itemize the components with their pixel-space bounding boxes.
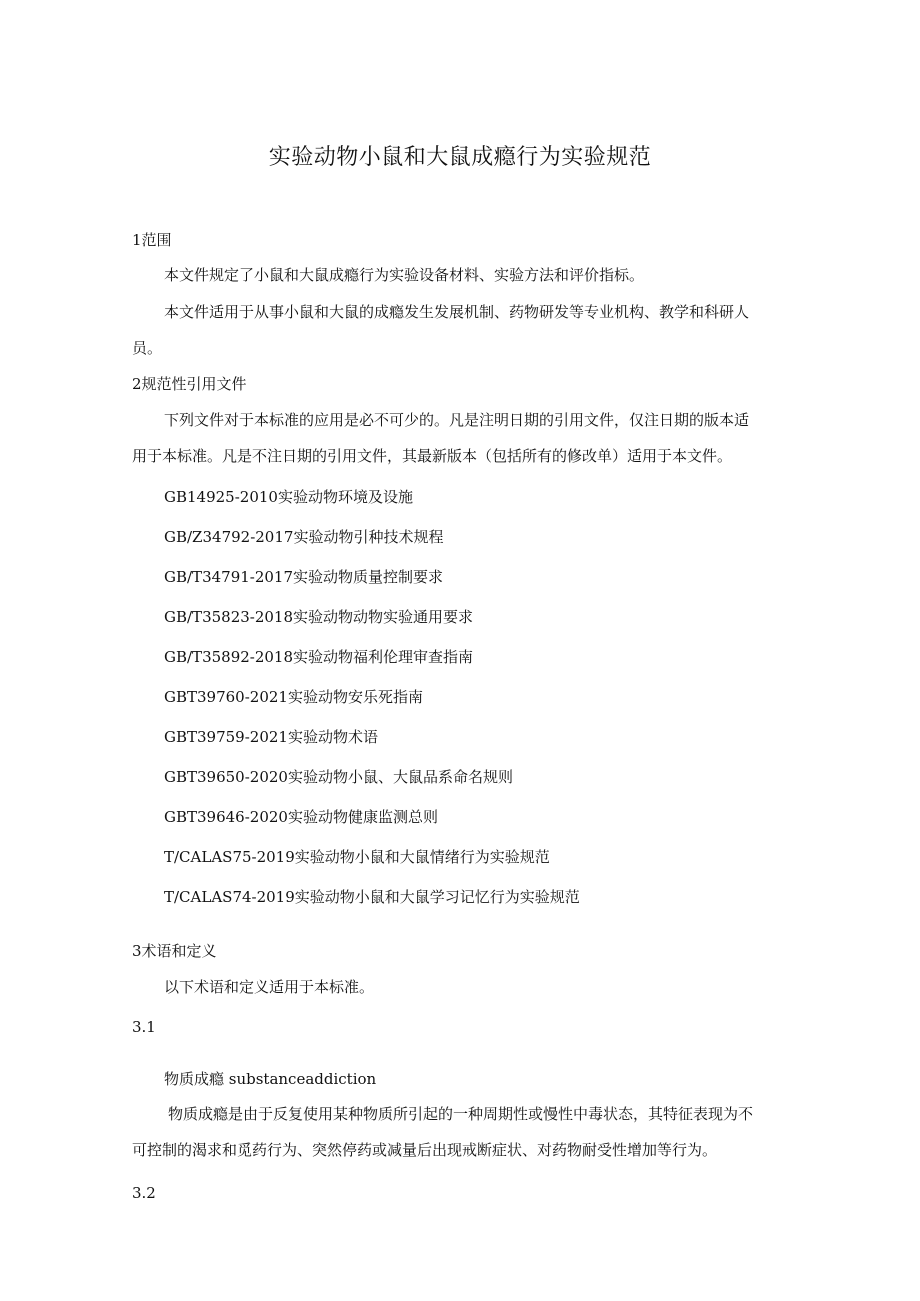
normative-paragraph-line-2: 用于本标准。凡是不注日期的引用文件，其最新版本（包括所有的修改单）适用于本文件。	[132, 447, 733, 465]
scope-paragraph-1: 本文件规定了小鼠和大鼠成瘾行为实验设备材料、实验方法和评价指标。	[164, 266, 645, 284]
term-3-1-name: 物质成瘾 substanceaddiction	[164, 1070, 377, 1088]
reference-item: GBT39646-2020实验动物健康监测总则	[164, 808, 438, 826]
reference-item: GB/T34791-2017实验动物质量控制要求	[164, 568, 444, 586]
document-title: 实验动物小鼠和大鼠成瘾行为实验规范	[268, 145, 652, 170]
reference-item: GB/Z34792-2017实验动物引种技术规程	[164, 528, 444, 546]
section-2-heading: 2规范性引用文件	[132, 375, 247, 393]
reference-item: GBT39650-2020实验动物小鼠、大鼠品系命名规则	[164, 768, 513, 786]
terms-intro: 以下术语和定义适用于本标准。	[164, 978, 375, 996]
reference-item: T/CALAS75-2019实验动物小鼠和大鼠情绪行为实验规范	[164, 848, 550, 866]
term-3-2-number: 3.2	[132, 1184, 156, 1202]
reference-item: GB/T35823-2018实验动物动物实验通用要求	[164, 608, 474, 626]
reference-item: GBT39760-2021实验动物安乐死指南	[164, 688, 423, 706]
reference-item: T/CALAS74-2019实验动物小鼠和大鼠学习记忆行为实验规范	[164, 888, 580, 906]
term-3-1-definition-line-1: 物质成瘾是由于反复使用某种物质所引起的一种周期性或慢性中毒状态，其特征表现为不	[168, 1105, 754, 1123]
term-3-1-definition-line-2: 可控制的渴求和觅药行为、突然停药或减量后出现戒断症状、对药物耐受性增加等行为。	[132, 1141, 718, 1159]
scope-paragraph-2-line-1: 本文件适用于从事小鼠和大鼠的成瘾发生发展机制、药物研发等专业机构、教学和科研人	[164, 303, 750, 321]
reference-item: GB/T35892-2018实验动物福利伦理审查指南	[164, 648, 474, 666]
term-3-1-number: 3.1	[132, 1018, 156, 1036]
scope-paragraph-2-line-2: 员。	[132, 339, 163, 357]
reference-item: GB14925-2010实验动物环境及设施	[164, 488, 413, 506]
reference-item: GBT39759-2021实验动物术语	[164, 728, 378, 746]
section-3-heading: 3术语和定义	[132, 942, 217, 960]
normative-paragraph-line-1: 下列文件对于本标准的应用是必不可少的。凡是注明日期的引用文件，仅注日期的版本适	[164, 411, 750, 429]
section-1-heading: 1范围	[132, 231, 172, 249]
